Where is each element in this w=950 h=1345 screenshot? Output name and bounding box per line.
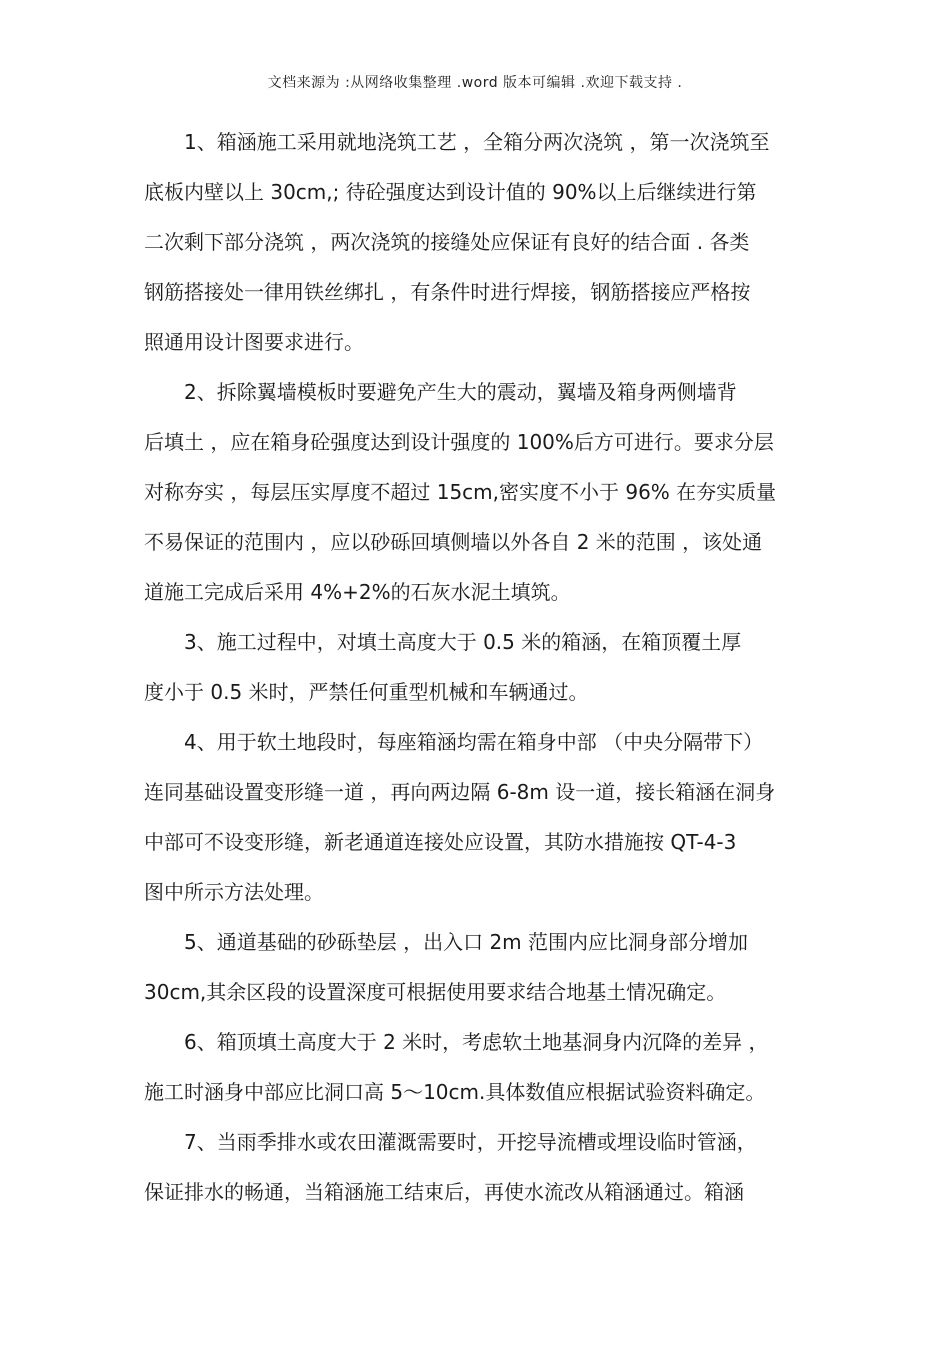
- paragraph-line: 5、通道基础的砂砾垫层 ，出入口 2m 范围内应比洞身部分增加: [184, 930, 749, 954]
- paragraph-line: 中部可不设变形缝，新老通道连接处应设置，其防水措施按 QT-4-3: [144, 830, 737, 854]
- paragraph-line: 度小于 0.5 米时，严禁任何重型机械和车辆通过。: [144, 680, 589, 704]
- page-header: 文档来源为 :从网络收集整理 .word 版本可编辑 .欢迎下载支持 .: [267, 75, 683, 91]
- paragraph-line: 后填土 ，应在箱身砼强度达到设计强度的 100%后方可进行。要求分层: [144, 430, 774, 454]
- paragraph-line: 施工时涵身中部应比洞口高 5～10cm.具体数值应根据试验资料确定。: [144, 1080, 766, 1104]
- paragraph-line: 钢筋搭接处一律用铁丝绑扎 ，有条件时进行焊接，钢筋搭接应严格按: [144, 280, 751, 304]
- paragraph-line: 道施工完成后采用 4%+2%的石灰水泥土填筑。: [144, 580, 571, 604]
- paragraph-line: 不易保证的范围内 ，应以砂砾回填侧墙以外各自 2 米的范围 ，该处通: [144, 530, 763, 554]
- paragraph-line: 3、施工过程中，对填土高度大于 0.5 米的箱涵，在箱顶覆土厚: [184, 630, 742, 654]
- paragraph-line: 底板内壁以上 30cm,; 待砼强度达到设计值的 90%以上后继续进行第: [144, 180, 757, 204]
- paragraph-line: 30cm,其余区段的设置深度可根据使用要求结合地基土情况确定。: [144, 980, 727, 1004]
- paragraph-line: 对称夯实 ，每层压实厚度不超过 15cm,密实度不小于 96% 在夯实质量: [144, 480, 777, 504]
- paragraph-line: 图中所示方法处理。: [144, 880, 324, 904]
- paragraph-line: 二次剩下部分浇筑 ，两次浇筑的接缝处应保证有良好的结合面 . 各类: [144, 230, 750, 254]
- paragraph-line: 7、当雨季排水或农田灌溉需要时，开挖导流槽或埋设临时管涵，: [184, 1130, 757, 1154]
- paragraph-line: 1、箱涵施工采用就地浇筑工艺 ，全箱分两次浇筑 ，第一次浇筑至: [184, 130, 770, 154]
- paragraph-line: 2、拆除翼墙模板时要避免产生大的震动，翼墙及箱身两侧墙背: [184, 380, 737, 404]
- paragraph-line: 照通用设计图要求进行。: [144, 330, 364, 354]
- paragraph-line: 保证排水的畅通，当箱涵施工结束后，再使水流改从箱涵通过。箱涵: [144, 1180, 744, 1204]
- paragraph-line: 4、用于软土地段时，每座箱涵均需在箱身中部 （中央分隔带下）: [184, 730, 764, 754]
- paragraph-line: 6、箱顶填土高度大于 2 米时，考虑软土地基洞身内沉降的差异 ，: [184, 1030, 769, 1054]
- paragraph-line: 连同基础设置变形缝一道 ，再向两边隔 6-8m 设一道，接长箱涵在洞身: [144, 780, 776, 804]
